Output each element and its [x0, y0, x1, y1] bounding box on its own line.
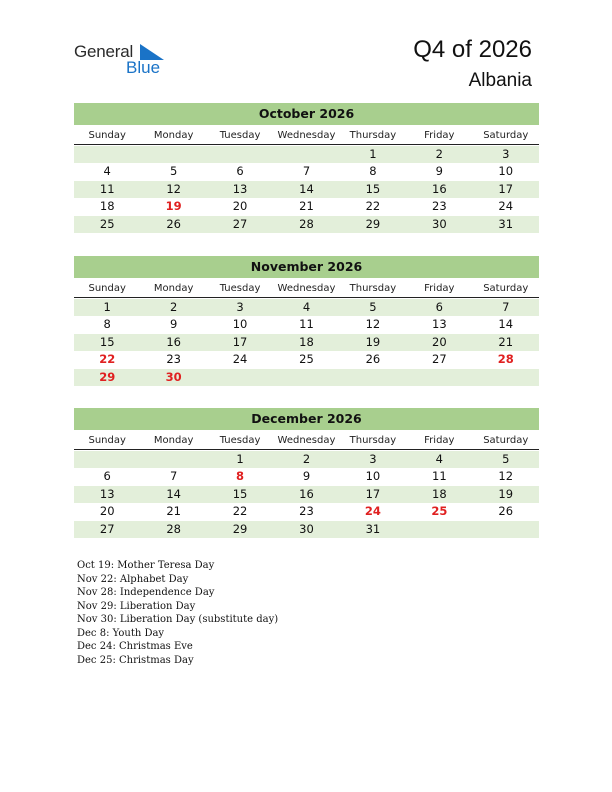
day-cell: 9: [435, 164, 443, 178]
day-cell: 19: [365, 334, 381, 349]
day-cell: 7: [169, 469, 178, 483]
weekday-label: Saturday: [483, 283, 529, 294]
day-cell: 18: [299, 334, 314, 349]
weekday-label: Friday: [424, 283, 455, 294]
logo-general-text: General: [74, 42, 134, 61]
day-cell: 10: [365, 469, 381, 483]
day-cell: 21: [498, 334, 514, 349]
day-cell: 8: [103, 317, 111, 331]
day-cell: 17: [365, 486, 381, 501]
day-cell: 13: [432, 317, 447, 331]
day-cell: 18: [432, 486, 447, 501]
day-cell: 20: [99, 504, 115, 518]
day-cell: 6: [236, 164, 244, 178]
day-cell: 13: [232, 181, 248, 196]
week-row: [74, 163, 539, 180]
month-title: December 2026: [74, 408, 539, 430]
day-cell: [207, 146, 273, 163]
holiday-entry: Nov 29: Liberation Day: [77, 600, 196, 612]
day-cell: 30: [165, 369, 182, 384]
day-cell: 23: [299, 504, 314, 518]
day-cell: 14: [498, 317, 514, 331]
day-cell: 8: [236, 469, 245, 483]
weekday-label: Thursday: [349, 435, 397, 446]
day-cell: 5: [502, 451, 510, 466]
day-cell: 5: [169, 164, 178, 178]
day-cell: 2: [435, 146, 443, 161]
day-cell: [406, 521, 472, 538]
day-cell: 13: [99, 486, 115, 501]
day-cell: 25: [299, 352, 314, 366]
weekday-label: Sunday: [88, 283, 126, 294]
week-row: [74, 451, 539, 468]
day-cell: 2: [302, 451, 311, 466]
day-cell: 26: [365, 352, 381, 366]
week-row: [74, 299, 539, 316]
day-cell: [406, 369, 472, 386]
weekday-label: Saturday: [483, 130, 529, 141]
holiday-entry: Nov 28: Independence Day: [77, 587, 215, 598]
weekday-label: Friday: [424, 435, 455, 446]
day-cell: 6: [103, 469, 111, 483]
day-cell: 26: [498, 504, 514, 518]
day-cell: 14: [299, 181, 314, 196]
day-cell: 4: [103, 164, 111, 178]
day-cell: [74, 451, 140, 468]
logo: [74, 42, 184, 78]
day-cell: [140, 146, 206, 163]
day-cell: 5: [369, 299, 377, 314]
logo-blue-text: Blue: [126, 58, 161, 77]
week-row: [74, 468, 539, 485]
week-row: [74, 181, 539, 198]
day-cell: 27: [232, 216, 248, 231]
day-cell: 3: [502, 146, 510, 161]
day-cell: [473, 369, 539, 386]
day-cell: 19: [498, 486, 514, 501]
day-cell: 17: [232, 334, 248, 349]
day-cell: 24: [232, 352, 248, 366]
day-cell: 4: [302, 299, 311, 314]
day-cell: [207, 369, 273, 386]
day-cell: 21: [166, 504, 181, 518]
day-cell: 22: [232, 504, 248, 518]
day-cell: [140, 451, 206, 468]
day-cell: 25: [99, 216, 115, 231]
month-calendar: [74, 103, 539, 233]
weekday-label: Monday: [153, 435, 194, 446]
day-cell: 27: [432, 352, 447, 366]
day-cell: 15: [232, 486, 248, 501]
holiday-entry: Dec 8: Youth Day: [77, 627, 165, 639]
weekday-header-row: [74, 432, 539, 450]
day-cell: 23: [432, 199, 447, 213]
day-cell: 7: [302, 164, 311, 178]
day-cell: 11: [299, 317, 314, 331]
day-cell: [74, 146, 140, 163]
weekday-label: Sunday: [88, 130, 126, 141]
week-row: [74, 351, 539, 368]
day-cell: 1: [236, 451, 244, 466]
day-cell: [340, 369, 406, 386]
day-cell: 20: [432, 334, 447, 349]
weekday-header-row: [74, 280, 539, 298]
month-calendar: [74, 408, 539, 538]
week-row: [74, 521, 539, 538]
day-cell: [273, 146, 339, 163]
weekday-header-row: [74, 127, 539, 145]
day-cell: 10: [498, 164, 514, 178]
weekday-label: Saturday: [483, 435, 529, 446]
day-cell: 31: [365, 521, 381, 536]
day-cell: 11: [432, 469, 447, 483]
day-cell: 28: [299, 216, 314, 231]
day-cell: [273, 369, 339, 386]
day-cell: 15: [99, 334, 115, 349]
holiday-entry: Dec 25: Christmas Day: [77, 654, 194, 666]
day-cell: 20: [232, 199, 248, 213]
week-row: [74, 146, 539, 163]
weekday-label: Thursday: [349, 283, 397, 294]
weekday-label: Tuesday: [219, 435, 261, 446]
day-cell: 4: [435, 451, 443, 466]
week-row: [74, 334, 539, 351]
day-cell: 22: [365, 199, 381, 213]
day-cell: 7: [502, 299, 510, 314]
day-cell: 21: [299, 199, 314, 213]
week-row: [74, 316, 539, 333]
week-row: [74, 369, 539, 386]
month-calendar: [74, 256, 539, 386]
day-cell: 9: [169, 317, 178, 331]
day-cell: 22: [99, 352, 116, 366]
day-cell: 1: [369, 146, 377, 161]
day-cell: 28: [166, 521, 181, 536]
weekday-label: Thursday: [349, 130, 397, 141]
weekday-label: Sunday: [88, 435, 126, 446]
day-cell: 6: [435, 299, 443, 314]
week-row: [74, 503, 539, 520]
day-cell: 25: [431, 504, 448, 518]
day-cell: 12: [365, 317, 381, 331]
holiday-list: [77, 559, 278, 667]
day-cell: 26: [166, 216, 181, 231]
day-cell: 14: [166, 486, 181, 501]
weekday-label: Tuesday: [219, 130, 261, 141]
day-cell: 27: [99, 521, 115, 536]
day-cell: 18: [99, 199, 115, 213]
day-cell: 15: [365, 181, 381, 196]
weekday-label: Tuesday: [219, 283, 261, 294]
day-cell: 24: [364, 504, 381, 518]
weekday-label: Wednesday: [277, 130, 336, 141]
day-cell: 12: [166, 181, 181, 196]
week-row: [74, 486, 539, 503]
holiday-entry: Nov 30: Liberation Day (substitute day): [77, 614, 279, 625]
day-cell: 3: [369, 451, 377, 466]
day-cell: 8: [369, 164, 377, 178]
day-cell: 29: [99, 369, 116, 384]
weekday-label: Friday: [424, 130, 455, 141]
day-cell: 16: [432, 181, 447, 196]
page-title: Q4 of 2026: [413, 36, 532, 63]
day-cell: 28: [497, 352, 514, 366]
day-cell: 16: [299, 486, 314, 501]
day-cell: 10: [232, 317, 248, 331]
day-cell: 2: [169, 299, 178, 314]
weekday-label: Monday: [153, 283, 194, 294]
day-cell: 16: [166, 334, 181, 349]
weekday-label: Wednesday: [277, 283, 336, 294]
holiday-entry: Dec 24: Christmas Eve: [77, 641, 193, 652]
month-title: October 2026: [74, 103, 539, 125]
day-cell: 30: [299, 521, 314, 536]
day-cell: 9: [302, 469, 311, 483]
day-cell: 1: [103, 299, 111, 314]
week-row: [74, 216, 539, 233]
day-cell: 29: [232, 521, 248, 536]
day-cell: 3: [236, 299, 244, 314]
day-cell: 19: [165, 199, 182, 213]
holiday-entry: Nov 22: Alphabet Day: [77, 573, 189, 585]
country-name: Albania: [468, 70, 532, 91]
day-cell: 12: [498, 469, 514, 483]
day-cell: 30: [432, 216, 447, 231]
day-cell: 31: [498, 216, 514, 231]
day-cell: 17: [498, 181, 514, 196]
day-cell: [473, 521, 539, 538]
holiday-entry: Oct 19: Mother Teresa Day: [77, 560, 215, 571]
day-cell: 23: [166, 352, 181, 366]
weekday-label: Wednesday: [277, 435, 336, 446]
day-cell: 11: [99, 181, 115, 196]
day-cell: 29: [365, 216, 381, 231]
week-row: [74, 198, 539, 215]
weekday-label: Monday: [153, 130, 194, 141]
month-title: November 2026: [74, 256, 539, 278]
day-cell: 24: [498, 199, 514, 213]
